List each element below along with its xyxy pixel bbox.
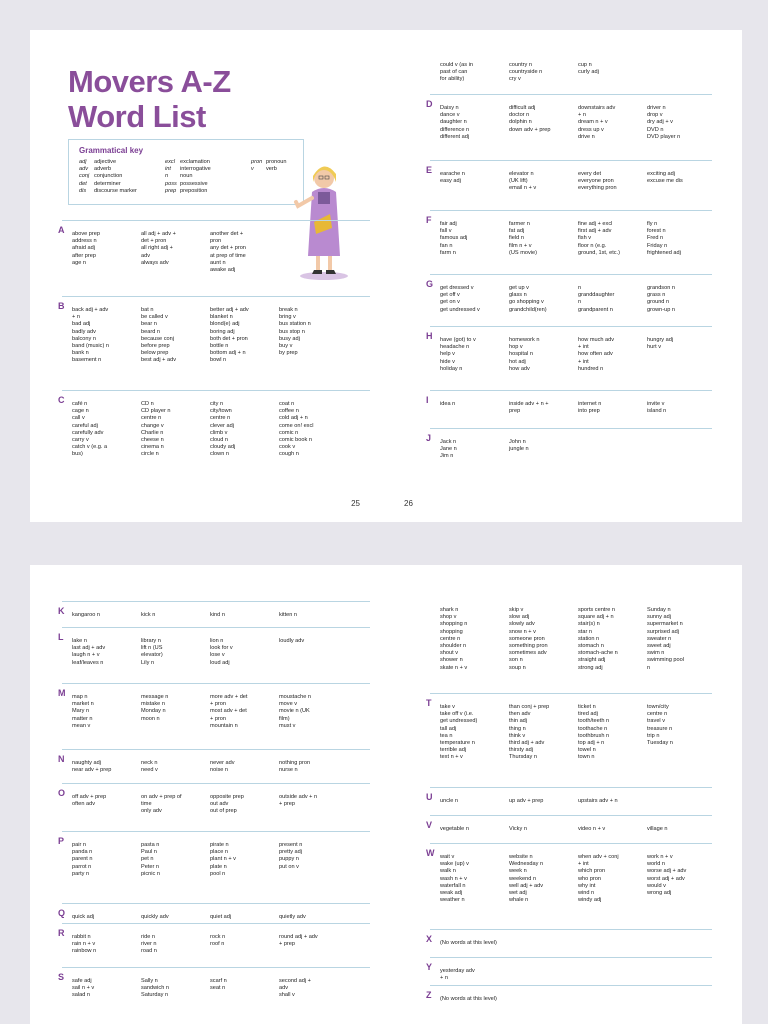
word-column [578,439,647,461]
section-letter: Y [426,962,433,972]
key-column-2 [165,159,211,195]
word-column: homework n hop v hospital n hot adj how adv [509,337,540,372]
key-meaning: interrogative [180,166,211,173]
section-letter: Z [426,990,432,1000]
letter-section [58,967,370,999]
section-letter: E [426,165,433,175]
word-column: café n cage n call v careful adj carefully adv carry v catch v (e.g. a bus) [72,401,108,458]
key-entry [79,159,137,166]
key-entry [79,188,137,195]
word-column: than conj + prep then adv thin adj thing n think v third adj + adv thirsty adj Thursday n [509,704,550,761]
word-column: lion n look for v lose v loud adj [210,638,233,666]
section-letter: R [58,928,65,938]
key-entry [79,181,137,188]
word-column: have (got) to v headache n help v hide v holiday n [440,337,476,372]
key-meaning: adverb [94,166,112,173]
word-column: loudly adv [279,638,305,644]
word-column [647,996,716,1003]
word-column [279,231,348,274]
word-column: grandson n grass n ground n grown-up n [647,285,675,313]
word-column: website n Wednesday n week n weekend n well adj + adv wet adj whale n [509,854,544,904]
section-letter: H [426,331,433,341]
word-column: above prep address n afraid adj after prep age n [72,231,100,266]
letter-section [58,627,370,666]
word-column: driver n drop v dry adj + v DVD n DVD player n [647,105,681,140]
word-column: back adj + adv + n bad adj badly adv balcony n band (music) n bank n basement n [72,307,109,364]
section-letter: T [426,698,432,708]
page-number-25: 25 [351,499,360,508]
word-column: Sally n sandwich n Saturday n [141,978,169,999]
key-column-3 [251,159,287,173]
letter-section [426,390,712,415]
word-column: vegetable n [440,826,469,832]
word-column: take v take off v (i.e. get undressed) tall adj tea n temperature n terrible adj text n + v [440,704,478,761]
word-column [509,940,578,947]
word-column [647,798,716,805]
letter-section [426,274,712,313]
key-abbreviation: poss [165,180,177,187]
section-letter: F [426,215,432,225]
key-entry [165,159,211,166]
word-column [578,968,647,982]
letter-section [58,749,370,774]
key-abbreviation: n [165,173,169,180]
word-column: yesterday adv + n [440,968,475,982]
key-abbreviation: pron [251,159,263,165]
word-column: pasta n Paul n pet n Peter n picnic n [141,842,160,877]
key-entry [165,166,211,173]
word-column: on adv + prep of time only adv [141,794,182,815]
page-number-26: 26 [404,499,413,508]
letter-section [58,296,370,364]
title-line-2: Word List [68,99,206,134]
letter-section [426,326,712,372]
word-column: Daisy n dance v daughter n difference n different adj [440,105,470,140]
word-column: cup n curly adj [578,62,599,76]
key-meaning: adjective [94,159,117,165]
word-column: wait v wake (up) v walk n wash n + v waterfall n weak adj weather n [440,854,469,904]
letter-section [426,815,712,832]
word-column: neck n need v [141,760,158,774]
word-column: skip v slow adj slowly adv snow n + v someone pron something pron sometimes adv son n soup n [509,607,548,671]
letter-section [426,160,712,192]
key-meaning: discourse marker [94,187,137,194]
word-column: pair n panda n parent n parrot n party n [72,842,93,877]
word-column: lake n last adj + adv laugh n + v leaf/leaves n [72,638,106,666]
key-entry [165,173,211,180]
word-column [509,968,578,982]
word-column: Vicky n [509,826,527,832]
word-column [647,62,716,84]
word-column: ticket n tired adj tooth/teeth n toothache n toothbrush n top adj + n towel n town n [578,704,610,761]
key-meaning: noun [180,173,193,180]
word-column: quickly adv [141,914,169,920]
letter-section [426,843,712,904]
key-entry [79,166,137,173]
word-column: (No words at this level) [440,996,497,1002]
word-column: scarf n seat n [210,978,227,992]
key-meaning: determiner [94,180,121,187]
word-column: Sunday n sunny adj supermarket n surprised adj sweater n sweet adj swim n swimming pool n [647,607,684,671]
word-column: up adv + prep [509,798,544,804]
key-abbreviation: conj [79,173,90,180]
letter-section [58,903,370,920]
letter-section [426,94,712,140]
word-column: video n + v [578,826,606,832]
word-column: difficult adj doctor n dolphin n down adv + prep [509,105,551,133]
page-25 [30,30,400,522]
word-column [647,439,716,461]
word-column: more adv + det + pron most adv + det + pron mountain n [210,694,248,729]
word-column: could v (as in past of can for ability) [440,62,473,83]
letter-section [58,390,370,458]
section-letter: U [426,792,433,802]
letter-section [426,787,712,804]
word-column: quiet adj [210,914,232,920]
section-letter: P [58,836,65,846]
word-column: naughty adj near adv + prep [72,760,112,774]
key-abbreviation: int [165,166,171,173]
key-entry [79,173,137,180]
word-column: present n pretty adj puppy n put on v [279,842,303,870]
word-column: opposite prep out adv out of prep [210,794,244,815]
key-meaning: preposition [180,187,208,194]
word-column: John n jungle n [509,439,529,453]
word-column: get dressed v get off v get on v get undressed v [440,285,480,313]
section-letter: K [58,606,65,616]
section-letter: S [58,972,65,982]
word-column: farmer n fat adj field n film n + v (US movie) [509,221,537,256]
section-letter: W [426,848,435,858]
word-column: kangaroo n [72,612,100,618]
section-letter: I [426,395,429,405]
word-column: CD n CD player n centre n change v Charlie n cheese n cinema n circle n [141,401,171,458]
page-26 [400,30,742,522]
grammatical-key-heading: Grammatical key [79,146,144,155]
word-column: map n market n Mary n matter n mean v [72,694,94,729]
word-column [509,996,578,1003]
letter-section [426,693,712,761]
word-column: village n [647,826,668,832]
letter-section [426,957,712,982]
key-meaning: conjunction [94,173,123,180]
key-abbreviation: v [251,166,254,173]
word-column: downstairs adv + n dream n + v dress up v drive n [578,105,616,140]
section-letter: A [58,225,65,235]
word-column: uncle n [440,798,459,804]
word-column: hungry adj hurt v [647,337,674,351]
word-column: quietly adv [279,914,306,920]
word-column: bat n be called v bear n beard n because conj before prep below prep best adj + adv [141,307,176,364]
page-27 [30,565,400,1024]
word-column: internet n into prep [578,401,602,415]
section-letter: O [58,788,66,798]
word-column: never adv noise n [210,760,235,774]
word-column: elevator n (UK lift) email n + v [509,171,537,192]
word-column [578,940,647,947]
word-column: inside adv + n + prep [509,401,549,415]
word-column: city n city/town centre n clever adj climb v cloud n cloudy adj clown n [210,401,236,458]
word-column [578,996,647,1003]
word-column: (No words at this level) [440,940,497,946]
word-column: exciting adj excuse me dis [647,171,683,185]
word-column: Jack n Jane n Jim n [440,439,457,460]
word-column: earache n easy adj [440,171,465,185]
word-column: break n bring v bus station n bus stop n busy adj buy v by prep [279,307,311,357]
word-column: message n mistake n Monday n moon n [141,694,169,722]
key-column-1 [79,159,137,195]
section-letter: B [58,301,65,311]
word-column: fly n forest n Fred n Friday n frightened adj [647,221,681,256]
key-meaning: pronoun [266,159,287,165]
key-entry [251,166,287,173]
word-column: every det everyone pron everything pron [578,171,617,192]
word-column: invite v island n [647,401,667,415]
word-column: kind n [210,612,225,618]
section-letter: M [58,688,66,698]
key-entry [165,181,211,188]
word-column: round adj + adv + prep [279,934,318,948]
word-column [647,940,716,947]
key-abbreviation: excl [165,159,175,165]
word-column: quick adj [72,914,95,920]
word-column: better adj + adv blanket n blond(e) adj boring adj both det + pron bottle n bottom adj + n bowl n [210,307,249,364]
word-column: rock n roof n [210,934,226,948]
word-column: coat n coffee n cold adj + n come on! excl comic n comic book n cook v cough n [279,401,314,458]
word-column: all adj + adv + det + pron all right adj + adv always adv [141,231,176,266]
section-letter: C [58,395,65,405]
key-abbreviation: dis [79,187,87,194]
word-column: fine adj + excl first adj + adv fish v floor n (e.g. ground, 1st, etc.) [578,221,620,256]
section-letter: D [426,99,433,109]
key-abbreviation: adv [79,166,89,173]
word-column: another det + pron any det + pron at prep of time aunt n awake adj [210,231,246,274]
letter-section [58,601,370,618]
letter-section [426,985,712,1002]
key-abbreviation: adj [79,159,87,165]
letter-section [58,831,370,877]
word-column: safe adj sail n + v salad n [72,978,95,999]
section-letter: L [58,632,64,642]
page-28 [400,565,742,1024]
section-letter: J [426,433,432,443]
key-meaning: verb [266,166,277,173]
word-column: town/city centre n travel v treasure n trip n Tuesday n [647,704,673,747]
grammatical-key-box [68,139,304,205]
letter-section [426,428,712,460]
letter-section [426,929,712,946]
word-column: get up v glass n go shopping v grandchild(ren) [509,285,547,313]
key-entry [165,188,211,195]
word-column: library n lift n (US elevator) Lily n [141,638,163,666]
key-entry [251,159,287,166]
word-column: upstairs adv + n [578,798,618,804]
word-column [647,968,716,982]
key-meaning: exclamation [180,159,210,165]
word-column: shark n shop v shopping n shopping centre n shoulder n shout v shower n skate n + v [440,607,468,671]
key-abbreviation: prep [165,187,177,194]
word-column: how much adv + int how often adv + int hundred n [578,337,615,372]
word-column: n granddaughter n grandparent n [578,285,615,313]
word-column: nothing pron nurse n [279,760,311,774]
section-letter: G [426,279,434,289]
letter-section [58,923,370,955]
section-letter: X [426,934,433,944]
word-column: pirate n place n plant n + v plate n pool n [210,842,236,877]
word-column: fair adj fall v famous adj fan n farm n [440,221,468,256]
word-column: rabbit n rain n + v rainbow n [72,934,97,955]
title-line-1: Movers A-Z [68,64,231,99]
letter-section [58,683,370,729]
letter-section [426,210,712,256]
word-column: sports centre n square adj + n stair(s) n star n station n stomach n stomach-ache n straight adj strong adj [578,607,618,671]
letter-section [58,783,370,815]
word-column: ride n river n road n [141,934,157,955]
word-column: when adv + conj + int which pron who pron why int wind n windy adj [578,854,619,904]
word-column: second adj + adv shall v [279,978,311,999]
key-meaning: possessive [180,180,208,187]
section-letter: Q [58,908,66,918]
word-column: off adv + prep often adv [72,794,107,808]
word-column: kick n [141,612,156,618]
word-column: outside adv + n + prep [279,794,318,808]
word-column: work n + v world n worse adj + adv worst adj + adv would v wrong adj [647,854,687,897]
word-column: kitten n [279,612,298,618]
word-column: idea n [440,401,456,407]
letter-section [58,220,370,274]
page-title [68,64,231,134]
section-letter: V [426,820,433,830]
word-column: moustache n move v movie n (UK film) must v [279,694,312,729]
key-abbreviation: det [79,180,87,187]
section-letter: N [58,754,65,764]
word-column: country n countryside n cry v [509,62,543,83]
